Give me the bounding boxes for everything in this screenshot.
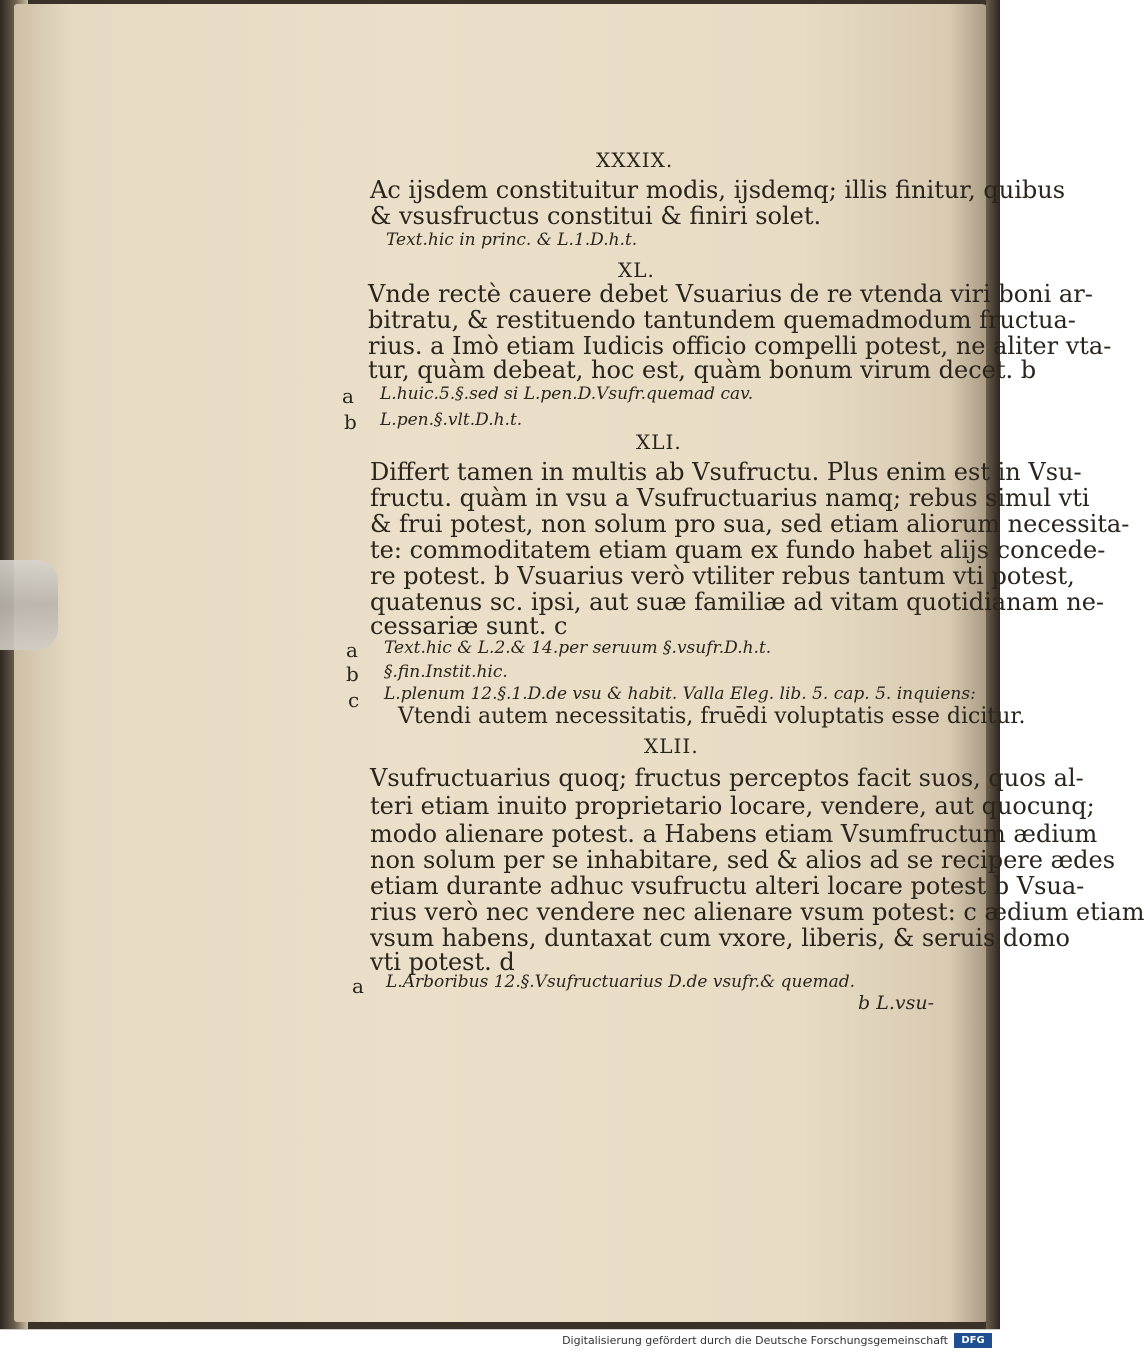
section-42-line-7: vsum habens, duntaxat cum vxore, liberis, & seruis domo <box>370 924 1070 952</box>
section-39-note: Text.hic in princ. & L.1.D.h.t. <box>386 230 638 250</box>
section-40-line-4: tur, quàm debeat, hoc est, quàm bonum virum decet. b <box>368 356 1037 384</box>
section-42-line-8: vti potest. d <box>370 948 515 976</box>
section-41-line-4: te: commoditatem etiam quam ex fundo habet alijs concede- <box>370 536 1106 564</box>
section-41-line-7: cessariæ sunt. c <box>370 612 568 640</box>
footer-credit: Digitalisierung gefördert durch die Deutsche Forschungsgemeinschaft <box>562 1334 948 1347</box>
section-41-line-1: Differt tamen in multis ab Vsufructu. Plus enim est in Vsu- <box>370 458 1082 486</box>
section-41-note-a: Text.hic & L.2.& 14.per seruum §.vsufr.D.h.t. <box>384 638 772 658</box>
section-42-line-1: Vsufructuarius quoq; fructus perceptos facit suos, quos al- <box>370 764 1084 792</box>
page-clip <box>0 560 58 650</box>
section-40-note-b-mark: b <box>344 410 357 434</box>
section-42-line-5: etiam durante adhuc vsufructu alteri locare potest b Vsua- <box>370 872 1085 900</box>
section-42-line-2: teri etiam inuito proprietario locare, vendere, aut quocunq; <box>370 792 1095 820</box>
section-41-note-c-mark: c <box>348 688 360 712</box>
section-40-note-b: L.pen.§.vlt.D.h.t. <box>380 410 523 430</box>
section-42-note-a-mark: a <box>352 974 364 998</box>
section-41-line-2: fructu. quàm in vsu a Vsufructuarius namq; rebus simul vti <box>370 484 1090 512</box>
section-40-note-a: L.huic.5.§.sed si L.pen.D.Vsufr.quemad cav. <box>380 384 754 404</box>
section-40-line-1: Vnde rectè cauere debet Vsuarius de re vtenda viri boni ar- <box>368 280 1093 308</box>
section-40-number: XL. <box>618 258 655 282</box>
section-40-line-3: rius. a Imò etiam Iudicis officio compelli potest, ne aliter vta- <box>368 332 1112 360</box>
section-40-line-2: bitratu, & restituendo tantundem quemadmodum fructua- <box>368 306 1076 334</box>
digitization-footer <box>0 1329 1000 1353</box>
section-41-line-6: quatenus sc. ipsi, aut suæ familiæ ad vitam quotidianam ne- <box>370 588 1105 616</box>
section-41-line-3: & frui potest, non solum pro sua, sed etiam aliorum necessita- <box>370 510 1130 538</box>
catchword: b L.vsu- <box>858 992 934 1014</box>
section-39-line-1: Ac ijsdem constituitur modis, ijsdemq; illis finitur, quibus <box>370 176 1066 204</box>
section-42-line-3: modo alienare potest. a Habens etiam Vsumfructum ædium <box>370 820 1098 848</box>
section-41-quote: Vtendi autem necessitatis, fruēdi voluptatis esse dicitur. <box>398 704 1026 729</box>
section-41-note-c: L.plenum 12.§.1.D.de vsu & habit. Valla Eleg. lib. 5. cap. 5. inquiens: <box>384 684 976 704</box>
section-42-line-6: rius verò nec vendere nec alienare vsum potest: c ædium etiam <box>370 898 1145 926</box>
section-41-note-a-mark: a <box>346 638 358 662</box>
section-41-number: XLI. <box>636 430 682 454</box>
section-41-line-5: re potest. b Vsuarius verò vtiliter rebus tantum vti potest, <box>370 562 1075 590</box>
section-41-note-b: §.fin.Instit.hic. <box>384 662 508 682</box>
section-40-note-a-mark: a <box>342 384 354 408</box>
dfg-logo: DFG <box>954 1333 992 1348</box>
section-42-note-a: L.Arboribus 12.§.Vsufructuarius D.de vsufr.& quemad. <box>386 972 856 992</box>
section-41-note-b-mark: b <box>346 662 359 686</box>
section-39-line-2: & vsusfructus constitui & finiri solet. <box>370 202 822 230</box>
section-42-number: XLII. <box>644 734 699 758</box>
section-39-number: XXXIX. <box>596 148 674 172</box>
section-42-line-4: non solum per se inhabitare, sed & alios ad se recipere ædes <box>370 846 1116 874</box>
